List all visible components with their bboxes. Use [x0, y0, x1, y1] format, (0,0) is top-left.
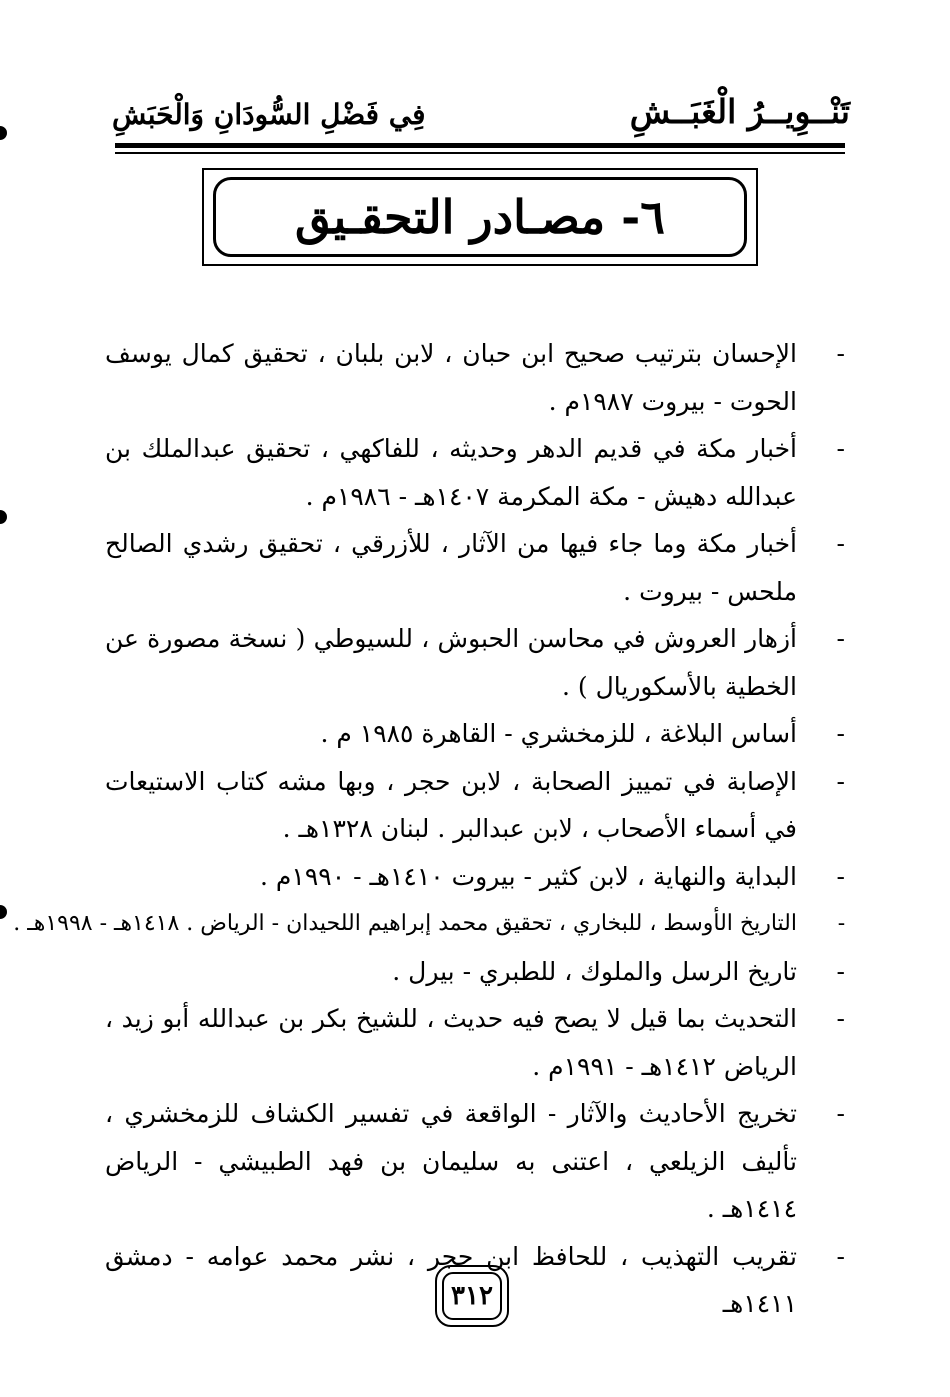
page-number-frame — [435, 1265, 509, 1327]
scan-edge-mark — [0, 905, 7, 919]
reference-item — [105, 520, 845, 615]
section-title: ٦- مصـادر التحقـيق — [213, 177, 747, 257]
reference-item — [105, 948, 845, 996]
reference-item — [105, 1090, 845, 1233]
reference-text: الإصابة في تمييز الصحابة ، لابن حجر ، وبها مشه كتاب الاستيعات في أسماء الأصحاب ، لابن عبدالبر . لبنان ١٣٢٨هـ . — [105, 766, 797, 843]
reference-text: أخبار مكة في قديم الدهر وحديثه ، للفاكهي ، تحقيق عبدالملك بن عبدالله دهيش - مكة المكرمة ١٤٠٧هـ - ١٩٨٦م . — [105, 434, 797, 511]
reference-text: التحديث بما قيل لا يصح فيه حديث ، للشيخ بكر بن عبدالله أبو زيد ، الرياض ١٤١٢هـ - ١٩٩١م . — [105, 1004, 797, 1081]
list-dash: - — [836, 339, 845, 368]
reference-list — [13, 330, 845, 1328]
running-header-title: تَنْــوِيــرُ الْغَبَــشِ — [629, 92, 850, 131]
reference-item — [105, 995, 845, 1090]
list-dash: - — [836, 766, 845, 796]
header-rule-thick — [115, 143, 845, 148]
section-title-frame — [202, 168, 758, 266]
reference-item — [105, 330, 845, 425]
reference-text: الإحسان بترتيب صحيح ابن حبان ، لابن بلبان ، تحقيق كمال يوسف الحوت - بيروت ١٩٨٧م . — [105, 339, 797, 416]
reference-text: تقريب التهذيب ، للحافظ ابن حجر ، نشر محمد عوامه - دمشق ١٤١١هـ — [105, 1241, 797, 1318]
list-dash: - — [836, 624, 845, 653]
list-dash: - — [837, 911, 845, 936]
list-dash: - — [836, 719, 845, 748]
list-dash: - — [836, 1241, 845, 1271]
reference-text: التاريخ الأوسط ، للبخاري ، تحقيق محمد إبراهيم اللحيدان - الرياض . ١٤١٨هـ - ١٩٩٨هـ . — [13, 911, 797, 936]
list-dash: - — [836, 434, 845, 463]
list-dash: - — [836, 956, 845, 986]
page-number: ٣١٢ — [442, 1272, 502, 1320]
reference-item — [105, 853, 845, 901]
list-dash: - — [836, 861, 845, 891]
scan-edge-mark — [0, 126, 7, 140]
reference-text: تاريخ الرسل والملوك ، للطبري - بيرل . — [392, 956, 797, 986]
running-header-subtitle: فِي فَضْلِ السُّودَانِ وَالْحَبَشِ — [112, 98, 426, 131]
reference-item — [13, 900, 845, 948]
scan-edge-mark — [0, 510, 7, 524]
list-dash: - — [836, 529, 845, 558]
reference-item — [105, 615, 845, 710]
list-dash: - — [836, 1099, 845, 1128]
reference-text: تخريج الأحاديث والآثار - الواقعة في تفسير الكشاف للزمخشري ، تأليف الزيلعي ، اعتنى به سليمان بن فهد الطبيشي - الرياض ١٤١٤هـ . — [105, 1099, 797, 1223]
reference-text: أساس البلاغة ، للزمخشري - القاهرة ١٩٨٥ م . — [320, 719, 797, 748]
reference-item — [105, 425, 845, 520]
reference-text: أزهار العروش في محاسن الحبوش ، للسيوطي ( نسخة مصورة عن الخطية بالأسكوريال ) . — [105, 624, 797, 701]
reference-item — [105, 758, 845, 853]
reference-text: البداية والنهاية ، لابن كثير - بيروت ١٤١٠هـ - ١٩٩٠م . — [260, 861, 797, 891]
header-rule-thin — [115, 152, 845, 154]
reference-item — [105, 710, 845, 758]
reference-text: أخبار مكة وما جاء فيها من الآثار ، للأزرقي ، تحقيق رشدي الصالح ملحس - بيروت . — [105, 529, 797, 606]
list-dash: - — [836, 1004, 845, 1033]
